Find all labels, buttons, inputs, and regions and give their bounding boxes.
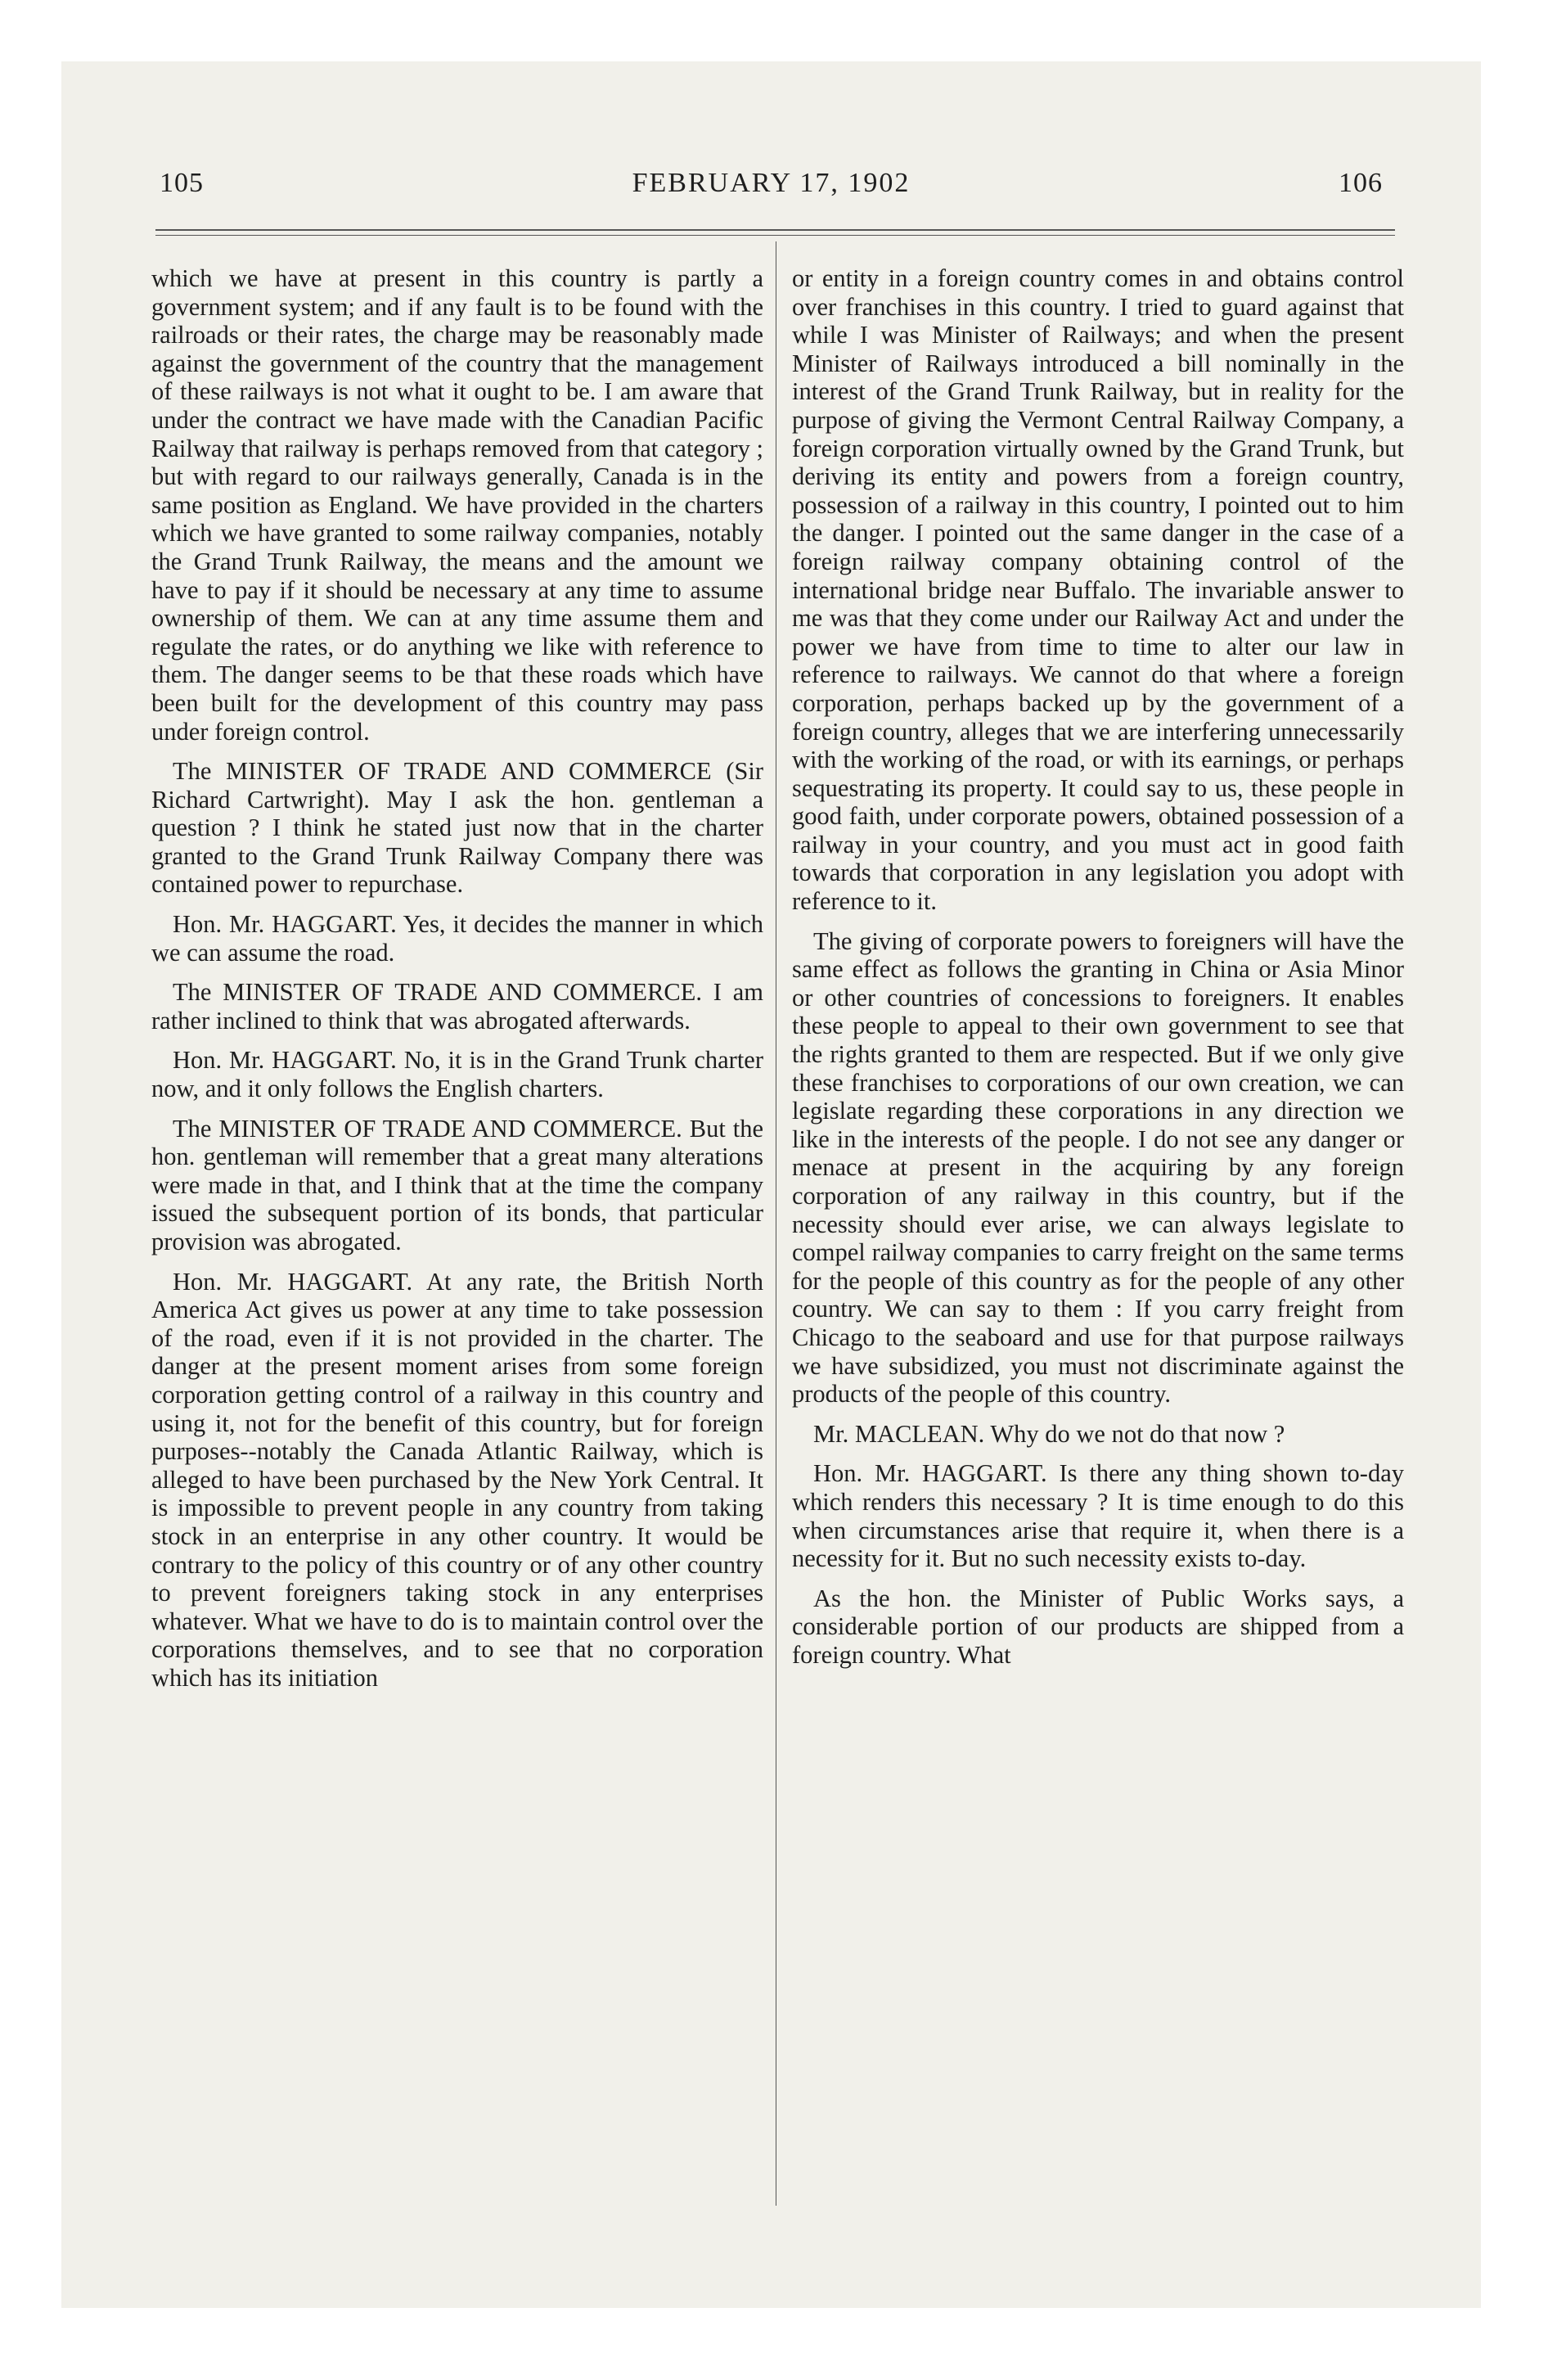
paragraph: or entity in a foreign country comes in and obtains control over franchises in this country. I tried to guard against that while I was Minister of Railways; and when the present Minister of Railways introduced a bill nominally in the interest of the Grand Trunk Railway, but in reality for the purpose of giving the Vermont Central Railway Company, a foreign corporation virtually owned by the Grand Trunk, but deriving its entity and powers from a foreign country, possession of a railway in this country, I pointed out to him the danger. I pointed out the same danger in the case of a foreign railway company obtaining control of the international bridge near Buffalo. The invariable answer to me was that they come under our Railway Act and under the power we have from time to time to alter our law in reference to railways. We cannot do that where a foreign corporation, perhaps backed up by the government of a foreign country, alleges that we are interfering unnecessarily with the working of the road, or with its earnings, or perhaps sequestrating its property. It could say to us, these people in good faith, under corporate powers, obtained possession of a railway in your country, and you must act in good faith towards that corporation in any legislation you adopt with reference to it. xyxy=(792,264,1404,916)
paragraph: The MINISTER OF TRADE AND COMMERCE. But the hon. gentleman will remember that a great many alterations were made in that, and I think that at the time the company issued the subsequent portion of its bonds, that particular provision was abrogated. xyxy=(151,1114,763,1255)
page-number-left: 105 xyxy=(160,168,204,198)
right-column xyxy=(792,264,1404,1681)
header-rule xyxy=(155,229,1395,231)
paragraph: The giving of corporate powers to foreigners will have the same effect as follows the granting in China or Asia Minor or other countries of concessions to foreigners. It enables these people to appeal to their own government to see that the rights granted to them are respected. But if we only give these franchises to corporations of our own creation, we can legislate regarding these corporations in any direction we like in the interests of the people. I do not see any danger or menace at present in the acquiring by any foreign corporation of any railway in this country, but if the necessity should ever arise, we can always legislate to compel railway companies to carry freight on the same terms for the people of this country as for the people of any other country. We can say to them : If you carry freight from Chicago to the seaboard and use for that purpose railways we have subsidized, you must not discriminate against the products of the people of this country. xyxy=(792,926,1404,1409)
page-number-right: 106 xyxy=(1339,168,1383,198)
paragraph: As the hon. the Minister of Public Works says, a considerable portion of our products are shipped from a foreign country. What xyxy=(792,1584,1404,1669)
paragraph: The MINISTER OF TRADE AND COMMERCE. I am rather inclined to think that was abrogated afterwards. xyxy=(151,978,763,1034)
header-date: FEBRUARY 17, 1902 xyxy=(632,168,911,198)
paragraph: which we have at present in this country is partly a government system; and if any fault is to be found with the railroads or their rates, the charge may be reasonably made against the government of the country that the management of these railways is not what it ought to be. I am aware that under the contract we have made with the Canadian Pacific Railway that railway is perhaps removed from that category ; but with regard to our railways generally, Canada is in the same position as England. We have provided in the charters which we have granted to some railway companies, notably the Grand Trunk Railway, the means and the amount we have to pay if it should be necessary at any time to assume ownership of them. We can at any time assume them and regulate the rates, or do anything we like with reference to them. The danger seems to be that these roads which have been built for the development of this country may pass under foreign control. xyxy=(151,264,763,746)
header-rule-secondary xyxy=(155,235,1395,236)
paragraph: Hon. Mr. HAGGART. Yes, it decides the manner in which we can assume the road. xyxy=(151,910,763,967)
paragraph: Mr. MACLEAN. Why do we not do that now ? xyxy=(813,1419,1285,1448)
paragraph: The MINISTER OF TRADE AND COMMERCE (Sir Richard Cartwright). May I ask the hon. gentleman a question ? I think he stated just now that in the charter granted to the Grand Trunk Railway Company there was contained power to repurchase. xyxy=(151,757,763,899)
paragraph: Hon. Mr. HAGGART. No, it is in the Grand Trunk charter now, and it only follows the English charters. xyxy=(151,1046,763,1103)
page-header xyxy=(61,168,1481,217)
document-page xyxy=(61,61,1481,2308)
left-column xyxy=(151,264,763,1704)
paragraph: Hon. Mr. HAGGART. Is there any thing shown to-day which renders this necessary ? It is time enough to do this when circumstances arise that require it, when there is a necessity for it. But no such necessity exists to-day. xyxy=(792,1459,1404,1573)
paragraph: Hon. Mr. HAGGART. At any rate, the British North America Act gives us power at any time to take possession of the road, even if it is not provided in the charter. The danger at the present moment arises from some foreign corporation getting control of a railway in this country and using it, not for the benefit of this country, but for foreign purposes--notably the Canada Atlantic Railway, which is alleged to have been purchased by the New York Central. It is impossible to prevent people in any country from taking stock in an enterprise in any other country. It would be contrary to the policy of this country or of any other country to prevent foreigners taking stock in any enterprises whatever. What we have to do is to maintain control over the corporations themselves, and to see that no corporation which has its initiation xyxy=(151,1267,763,1692)
